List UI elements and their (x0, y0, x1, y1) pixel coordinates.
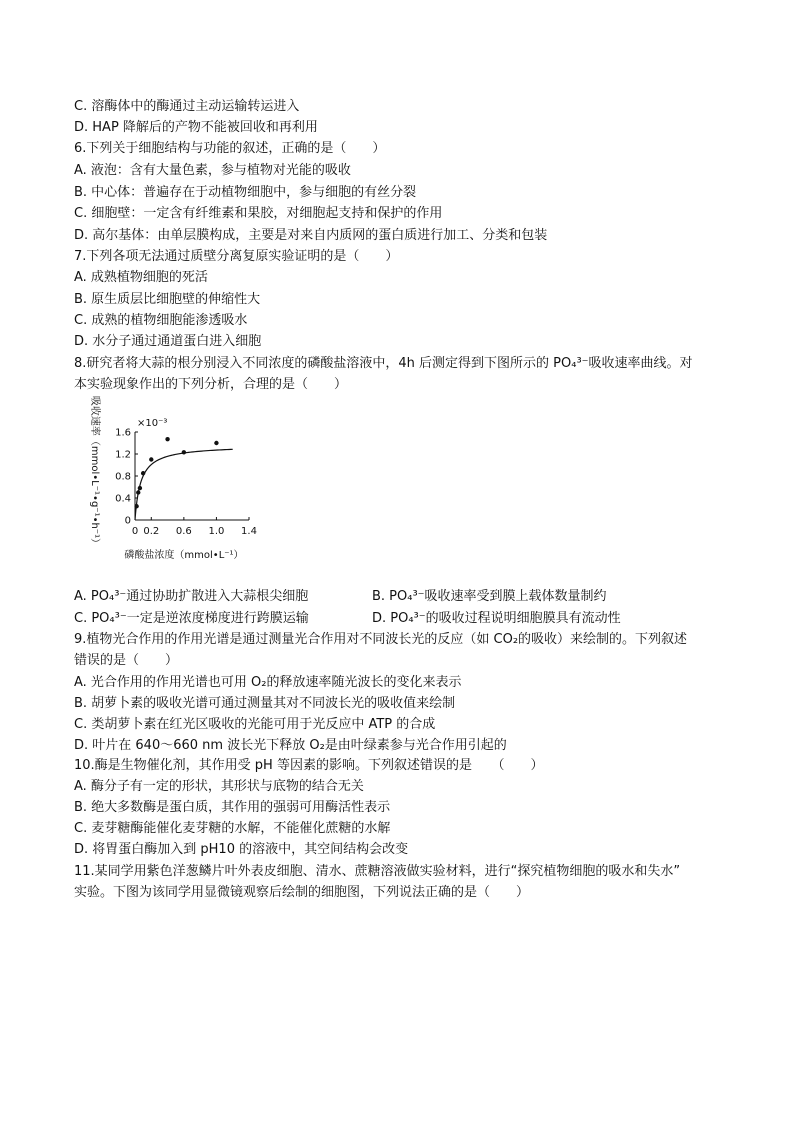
data-point (138, 486, 142, 490)
q7-option-d: D. 水分子通过通道蛋白进入细胞 (74, 334, 262, 349)
y-tick-label: 1.6 (115, 427, 131, 439)
question-11-line-2: 实验。下图为该同学用显微镜观察后绘制的细胞图，下列说法正确的是（ ） (74, 885, 530, 900)
y-tick-label: 1.2 (115, 449, 131, 461)
q5-option-d: D. HAP 降解后的产物不能被回收和再利用 (74, 120, 318, 135)
question-9-line-1: 9.植物光合作用的作用光谱是通过测量光合作用对不同波长光的反应（如 CO₂的吸收）来绘制的。下列叙述 (74, 632, 688, 647)
q8-option-a: A. PO₄³⁻通过协助扩散进入大蒜根尖细胞 (74, 589, 309, 604)
data-point (214, 441, 218, 445)
x-axis-label: 磷酸盐浓度（mmol•L⁻¹） (124, 550, 244, 561)
data-point (141, 471, 145, 475)
x-tick-label: 1.0 (208, 526, 225, 537)
q10-option-d: D. 将胃蛋白酶加入到 pH10 的溶液中，其空间结构会改变 (74, 842, 409, 857)
q8-option-c: C. PO₄³⁻一定是逆浓度梯度进行跨膜运输 (74, 611, 309, 626)
q10-option-b: B. 绝大多数酶是蛋白质，其作用的强弱可用酶活性表示 (74, 800, 391, 815)
x-tick-label: 0.2 (143, 526, 160, 537)
q7-option-b: B. 原生质层比细胞壁的伸缩性大 (74, 292, 261, 307)
q6-option-a: A. 液泡：含有大量色素，参与植物对光能的吸收 (74, 163, 351, 178)
y-tick-label: 0.8 (115, 471, 131, 483)
question-6: 6.下列关于细胞结构与功能的叙述，正确的是（ ） (74, 141, 386, 156)
y-tick-label: 0.4 (115, 493, 131, 505)
data-point (165, 437, 169, 441)
q6-option-d: D. 高尔基体：由单层膜构成，主要是对来自内质网的蛋白质进行加工、分类和包装 (74, 228, 548, 243)
question-7: 7.下列各项无法通过质壁分离复原实验证明的是（ ） (74, 249, 399, 264)
q7-option-a: A. 成熟植物细胞的死活 (74, 270, 208, 285)
x-tick-label: 1.4 (241, 526, 257, 537)
q5-option-c: C. 溶酶体中的酶通过主动运输转运进入 (74, 99, 300, 114)
q10-option-c: C. 麦芽糖酶能催化麦芽糖的水解，不能催化蔗糖的水解 (74, 821, 391, 836)
q9-option-a: A. 光合作用的作用光谱也可用 O₂的释放速率随光波长的变化来表示 (74, 675, 462, 690)
q8-option-b: B. PO₄³⁻吸收速率受到膜上载体数量制约 (372, 589, 607, 604)
x-tick-label: 0 (131, 526, 139, 537)
q6-option-c: C. 细胞壁：一定含有纤维素和果胶，对细胞起支持和保护的作用 (74, 206, 443, 221)
data-point (134, 504, 138, 508)
data-point (149, 457, 153, 461)
q8-option-d: D. PO₄³⁻的吸收过程说明细胞膜具有流动性 (372, 611, 621, 626)
q7-option-c: C. 成熟的植物细胞能渗透吸水 (74, 313, 248, 328)
question-8-line-1: 8.研究者将大蒜的根分别浸入不同浓度的磷酸盐溶液中，4h 后测定得到下图所示的 PO₄³⁻吸收速率曲线。对 (74, 356, 693, 371)
question-8-line-2: 本实验现象作出的下列分析，合理的是（ ） (74, 377, 348, 392)
q10-option-a: A. 酶分子有一定的形状，其形状与底物的结合无关 (74, 779, 364, 794)
y-axis-label (89, 396, 102, 548)
q9-option-d: D. 叶片在 640～660 nm 波长光下释放 O₂是由叶绿素参与光合作用引起的 (74, 738, 507, 753)
data-point (182, 450, 186, 454)
y-multiplier-label: ×10⁻³ (137, 418, 168, 429)
y-axis-label-text: 吸收速率（mmol•L⁻¹•g⁻¹•h⁻¹） (89, 396, 100, 549)
absorption-rate-chart (70, 396, 270, 572)
question-11-line-1: 11.某同学用紫色洋葱鳞片叶外表皮细胞、清水、蔗糖溶液做实验材料，进行“探究植物细胞的吸水和失水” (74, 864, 681, 879)
q9-option-c: C. 类胡萝卜素在红光区吸收的光能可用于光反应中 ATP 的合成 (74, 717, 436, 732)
data-points (134, 437, 218, 509)
q6-option-b: B. 中心体：普遍存在于动植物细胞中，参与细胞的有丝分裂 (74, 185, 417, 200)
data-point (136, 490, 140, 494)
y-tick-label: 0 (124, 515, 131, 527)
x-tick-label: 0.6 (175, 526, 192, 537)
question-10: 10.酶是生物催化剂，其作用受 pH 等因素的影响。下列叙述错误的是 （ ） (74, 758, 544, 773)
question-9-line-2: 错误的是（ ） (74, 653, 179, 668)
q9-option-b: B. 胡萝卜素的吸收光谱可通过测量其对不同波长光的吸收值来绘制 (74, 696, 456, 711)
